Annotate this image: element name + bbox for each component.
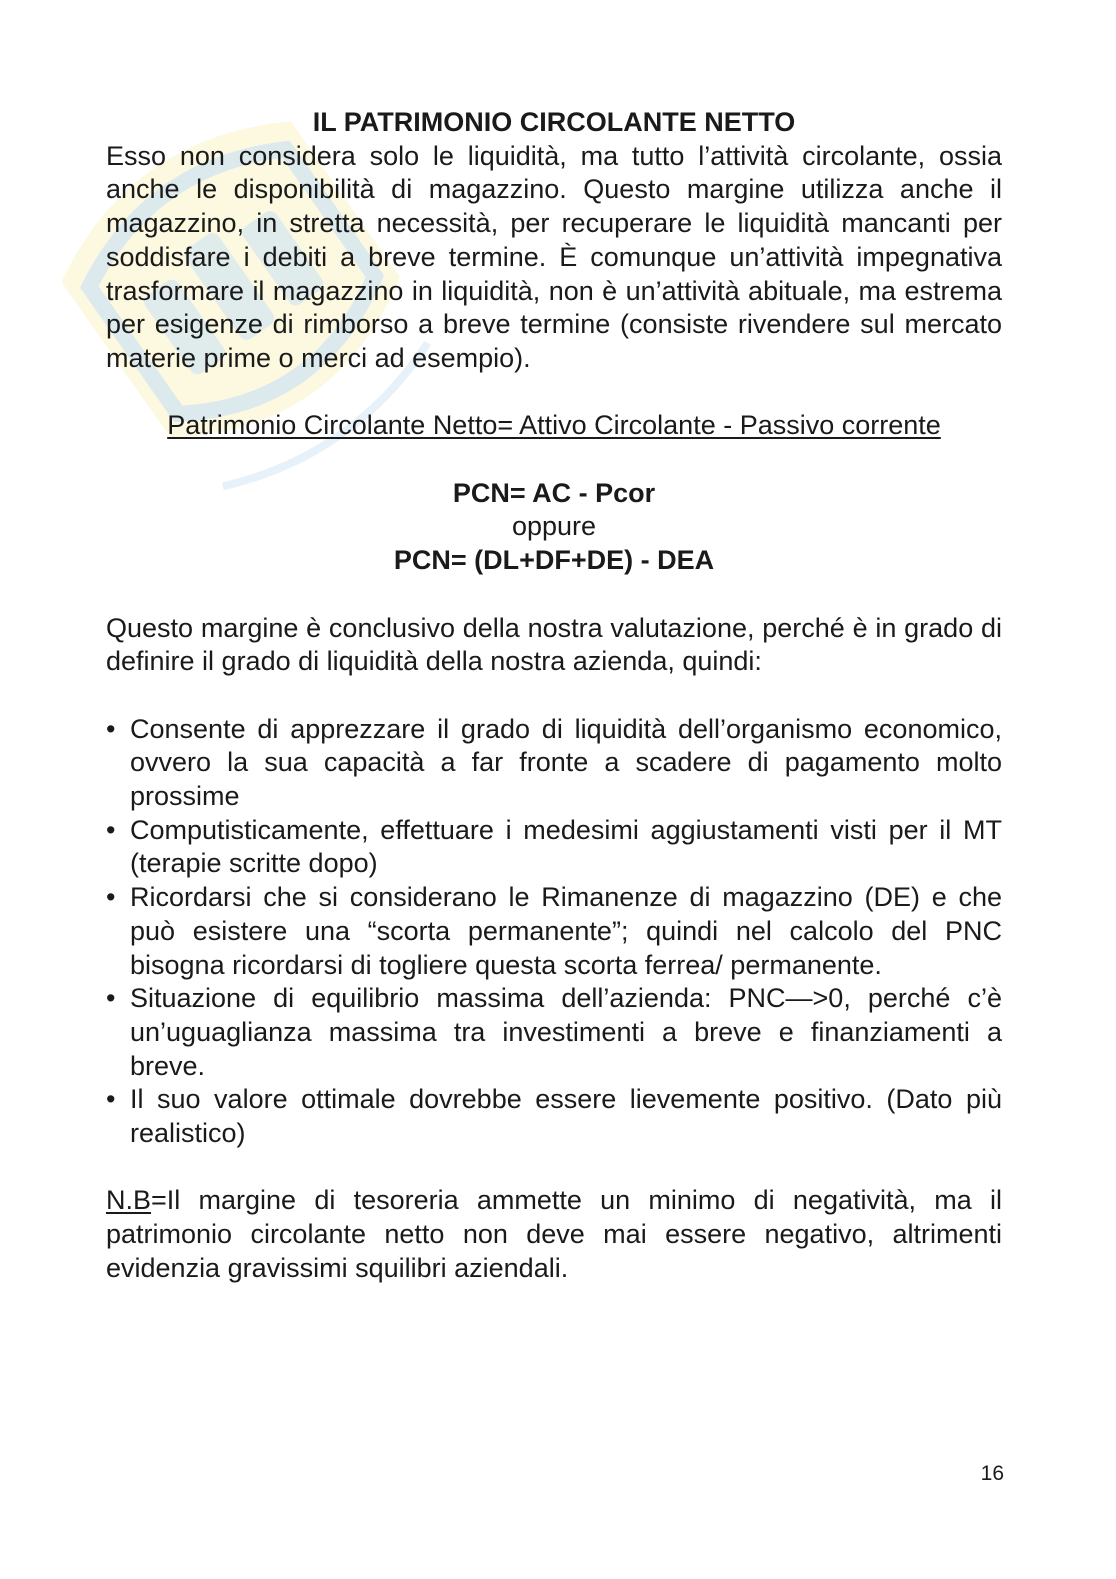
- bullet-text: Ricordarsi che si considerano le Rimanenze di magazzino (DE) e che può esistere una “scorta permanente”; quindi nel calcolo del PNC bisogna ricordarsi di togliere questa scorta ferrea/ permanente.: [130, 882, 1002, 980]
- bullet-icon: •: [106, 882, 116, 913]
- formula-or: oppure: [511, 511, 597, 542]
- bullet-text: Situazione di equilibrio massima dell’azienda: PNC—>0, perché c’è un’uguaglianza massima tra investimenti a breve e finanziamenti a breve.: [130, 983, 1002, 1081]
- list-item: [106, 1083, 1002, 1150]
- bullet-text: Il suo valore ottimale dovrebbe essere lievemente positivo. (Dato più realistico): [130, 1084, 1002, 1149]
- list-item: [106, 982, 1002, 1083]
- intro-paragraph: Esso non considera solo le liquidità, ma tutto l’attività circolante, ossia anche le disponibilità di magazzino. Questo margine utilizza anche il magazzino, in stretta necessità, per recuperare le liquidità mancanti per soddisfare i debiti a breve termine. È comunque un’attività impegnativa trasformare il magazzino in liquidità, non è un’attività abituale, ma estrema per esigenze di rimborso a breve termine (consiste rivendere sul mercato materie prime o merci ad esempio).: [106, 140, 1002, 373]
- bullet-text: Computisticamente, effettuare i medesimi aggiustamenti visti per il MT (terapie scritte dopo): [130, 814, 1002, 879]
- spacer: [106, 443, 1002, 477]
- page-title: IL PATRIMONIO CIRCOLANTE NETTO: [312, 107, 796, 137]
- nb-label: N.B: [106, 1185, 152, 1216]
- spacer: [106, 1151, 1002, 1185]
- formula-1: PCN= AC - Pcor: [452, 477, 656, 508]
- spacer: [106, 578, 1002, 612]
- bullet-icon: •: [106, 814, 116, 845]
- bullet-icon: •: [106, 983, 116, 1014]
- page-number: 16: [980, 1462, 1004, 1485]
- list-item: [106, 713, 1002, 814]
- list-item: [106, 881, 1002, 982]
- formula-description: [106, 409, 1002, 443]
- bullet-icon: •: [106, 1084, 116, 1115]
- spacer: [106, 679, 1002, 713]
- bullet-list: [106, 713, 1002, 1151]
- bullet-text: Consente di apprezzare il grado di liquidità dell’organismo economico, ovvero la sua capacità a far fronte a scadere di pagamento molto prossime: [130, 713, 1002, 811]
- spacer: [106, 376, 1002, 410]
- nb-paragraph: [106, 1184, 1002, 1285]
- list-item: [106, 814, 1002, 881]
- formula-2: PCN= (DL+DF+DE) - DEA: [393, 545, 715, 576]
- conclusion-paragraph: Questo margine è conclusivo della nostra valutazione, perché è in grado di definire il grado di liquidità della nostra azienda, quindi:: [106, 612, 1002, 677]
- formula-text: Patrimonio Circolante Netto= Attivo Circolante - Passivo corrente: [167, 410, 941, 441]
- bullet-icon: •: [106, 713, 116, 744]
- nb-text: =Il margine di tesoreria ammette un minimo di negatività, ma il patrimonio circolante netto non deve mai essere negativo, altrimenti evidenzia gravissimi squilibri aziendali.: [106, 1185, 1002, 1283]
- document-page: [106, 106, 1002, 1286]
